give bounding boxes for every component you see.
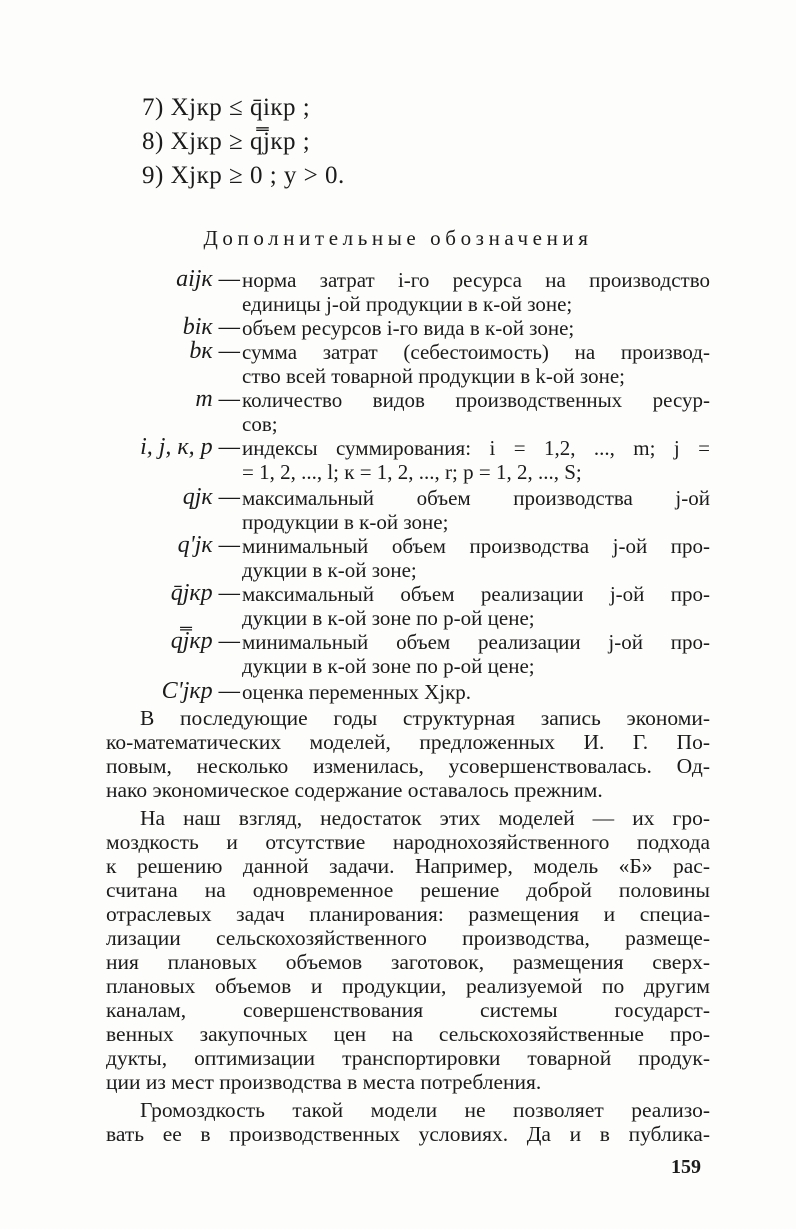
definition-line: единицы j-ой продукции в к-ой зоне; (242, 292, 573, 316)
definition-line: сов; (242, 412, 278, 436)
paragraph-line: ко-математических моделей, предложенных И. Г. По- (106, 730, 710, 754)
definition-term: bк — (189, 338, 240, 364)
paragraph-line: к решению данной задачи. Например, модель «Б» рас- (106, 854, 710, 878)
paragraph-line: вать ее в производственных условиях. Да и в публика- (106, 1122, 710, 1146)
definition-term: m — (195, 386, 240, 412)
constraint-8: 8) Xjкр ≥ q̿jкр ; (142, 128, 311, 155)
definition-line: = 1, 2, ..., l; к = 1, 2, ..., r; p = 1, 2, ..., S; (242, 460, 582, 484)
constraint-7: 7) Xjкр ≤ q̄iкр ; (142, 94, 311, 121)
definition-term: i, j, к, p — (140, 434, 240, 460)
definition-line: оценка переменных Xjкр. (242, 680, 472, 704)
paragraph-line: дукты, оптимизации транспортировки товарной продук- (106, 1046, 710, 1070)
constraint-9: 9) Xjкр ≥ 0 ; y > 0. (142, 162, 345, 189)
definition-term: C'jкр — (161, 678, 240, 704)
definition-line: дукции в к-ой зоне по р-ой цене; (242, 654, 535, 678)
definition-line: объем ресурсов i-го вида в к-ой зоне; (242, 316, 575, 340)
definition-term: qjк — (182, 484, 240, 510)
page-number: 159 (671, 1156, 701, 1178)
definition-term: biк — (182, 314, 240, 340)
definition-term: aijк — (176, 266, 240, 292)
paragraph-line: отраслевых задач планирования: размещения и специа- (106, 902, 710, 926)
section-heading: Дополнительные обозначения (203, 226, 593, 250)
paragraph-line: плановых объемов и продукции, реализуемой по другим (106, 974, 710, 998)
paragraph-line: В последующие годы структурная запись экономи- (140, 706, 710, 730)
paragraph-line: считана на одновременное решение доброй половины (106, 878, 710, 902)
definition-line: минимальный объем реализации j-ой про- (242, 630, 710, 654)
definition-line: дукции в к-ой зоне; (242, 558, 417, 582)
definition-term: q̿jкр — (170, 628, 240, 654)
paragraph-line: ния плановых объемов заготовок, размещения сверх- (106, 950, 710, 974)
definition-term: q'jк — (177, 532, 240, 558)
definition-line: минимальный объем производства j-ой про- (242, 534, 710, 558)
definition-line: сумма затрат (себестоимость) на производ- (242, 340, 710, 364)
paragraph-line: На наш взгляд, недостаток этих моделей — их гро- (140, 806, 710, 830)
definition-line: ство всей товарной продукции в k-ой зоне; (242, 364, 625, 388)
paragraph-line: венных закупочных цен на сельскохозяйственные про- (106, 1022, 710, 1046)
paragraph-line: ции из мест производства в места потребления. (106, 1070, 542, 1094)
definition-line: индексы суммирования: i = 1,2, ..., m; j = (242, 436, 710, 460)
definition-line: норма затрат i-го ресурса на производство (242, 268, 710, 292)
definition-line: количество видов производственных ресур- (242, 388, 710, 412)
definition-term: q̄jкр — (170, 580, 240, 606)
paragraph-line: нако экономическое содержание оставалось прежним. (106, 778, 603, 802)
paragraph-line: лизации сельскохозяйственного производства, размеще- (106, 926, 710, 950)
paragraph-line: Громоздкость такой модели не позволяет реализо- (140, 1098, 710, 1122)
paragraph-line: моздкость и отсутствие народнохозяйственного подхода (106, 830, 710, 854)
definition-line: дукции в к-ой зоне по р-ой цене; (242, 606, 535, 630)
definition-line: максимальный объем производства j-ой (242, 486, 710, 510)
definition-line: продукции в к-ой зоне; (242, 510, 449, 534)
paragraph-line: каналам, совершенствования системы государст- (106, 998, 710, 1022)
paragraph-line: повым, несколько изменилась, усовершенствовалась. Од- (106, 754, 710, 778)
definition-line: максимальный объем реализации j-ой про- (242, 582, 710, 606)
